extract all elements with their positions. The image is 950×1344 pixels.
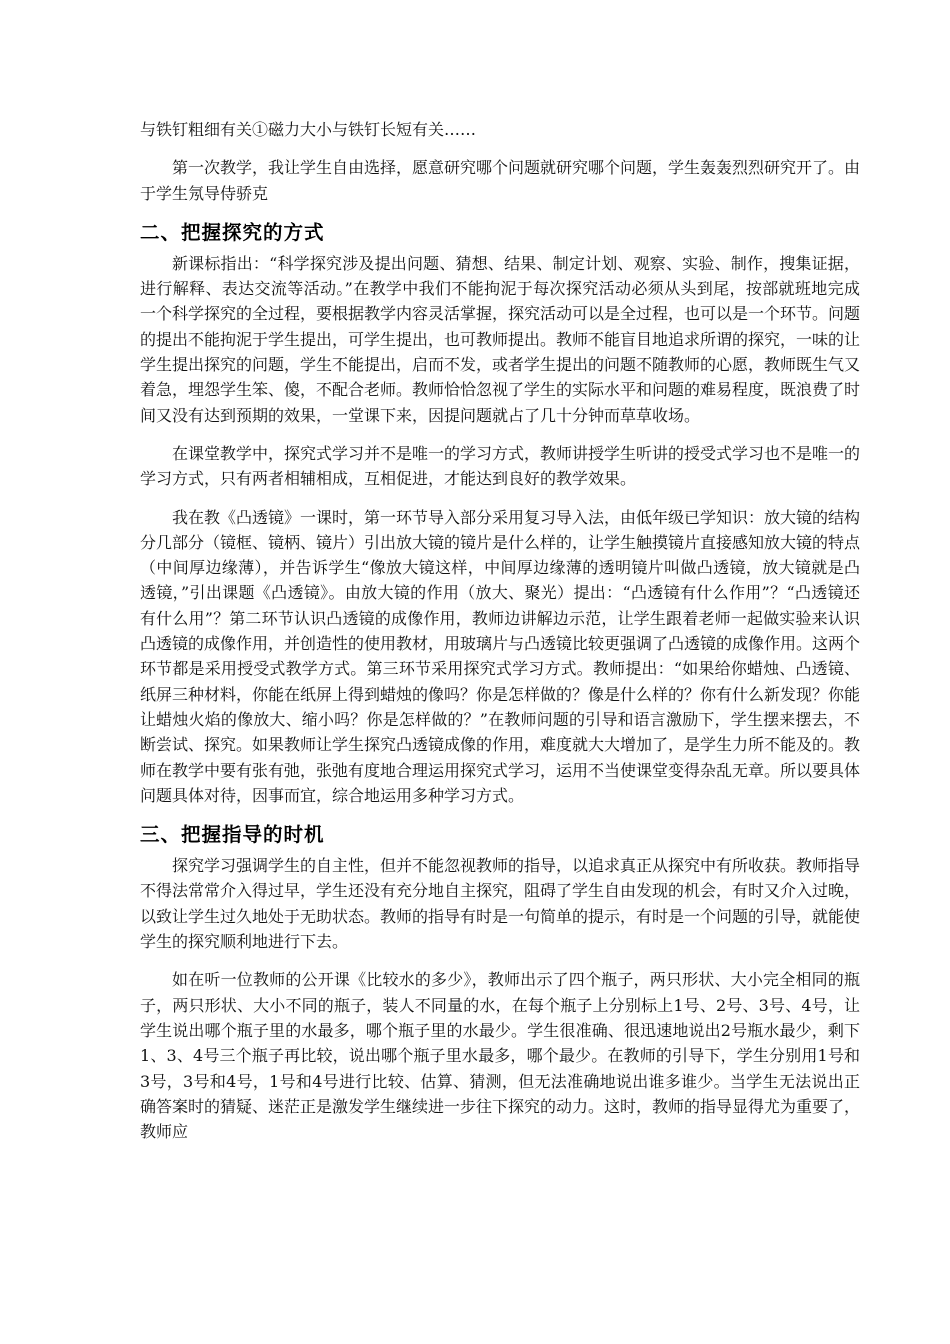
paragraph-first-teaching: 第一次教学，我让学生自由选择，愿意研究哪个问题就研究哪个问题，学生轰轰烈烈研究开了。由于学生氖导侍骄克 — [140, 158, 861, 203]
section-heading-3: 三、把握指导的时机 — [140, 823, 325, 847]
section3-paragraph-2: 如在听一位教师的公开课《比较水的多少》，教师出示了四个瓶子，两只形状、大小完全相同的瓶子，两只形状、大小不同的瓶子，装人不同量的水，在每个瓶子上分别标上1号、2号、3号、4号，让学生说出哪个瓶子里的水最多，哪个瓶子里的水最少。学生很准确、很迅速地说出2号瓶水最少，剩下1、3、4号三个瓶子再比较，说出哪个瓶子里水最多，哪个最少。在教师的引导下，学生分别用1号和3号，3号和4号，1号和4号进行比较、估算、猜测，但无法准确地说出谁多谁少。当学生无法说出正确答案时的猜疑、迷茫正是激发学生继续进一步往下探究的动力。这时，教师的指导显得尤为重要了，教师应 — [140, 970, 861, 1142]
section2-paragraph-3: 我在教《凸透镜》一课时，第一环节导入部分采用复习导入法，由低年级已学知识：放大镜的结构分几部分（镜框、镜柄、镜片）引出放大镜的镜片是什么样的，让学生触摸镜片直接感知放大镜的特点（中间厚边缘薄），并告诉学生“像放大镜这样，中间厚边缘薄的透明镜片叫做凸透镜，放大镜就是凸透镜，”引出课题《凸透镜》。由放大镜的作用（放大、聚光）提出：“凸透镜有什么作用”？“凸透镜还有什么用”？第二环节认识凸透镜的成像作用，教师边讲解边示范，让学生跟着老师一起做实验来认识凸透镜的成像作用，并创造性的使用教材，用玻璃片与凸透镜比较更强调了凸透镜的成像作用。这两个环节都是采用授受式教学方式。第三环节采用探究式学习方式。教师提出：“如果给你蜡烛、凸透镜、纸屏三种材料，你能在纸屏上得到蜡烛的像吗？你是怎样做的？像是什么样的？你有什么新发现？你能让蜡烛火焰的像放大、缩小吗？你是怎样做的？”在教师问题的引导和语言激励下，学生摆来摆去，不断尝试、探究。如果教师让学生探究凸透镜成像的作用，难度就大大增加了，是学生力所不能及的。教师在教学中要有张有弛，张弛有度地合理运用探究式学习，运用不当使课堂变得杂乱无章。所以要具体问题具体对待，因事而宜，综合地运用多种学习方式。 — [140, 507, 861, 805]
paragraph-continuation: 与铁钉粗细有关①磁力大小与铁钉长短有关…… — [140, 120, 477, 139]
section-heading-2: 二、把握探究的方式 — [140, 220, 325, 244]
section3-paragraph-1: 探究学习强调学生的自主性，但并不能忽视教师的指导，以追求真正从探究中有所收获。教师指导不得法常常介入得过早，学生还没有充分地自主探究，阻碍了学生自由发现的机会，有时又介入过晚，以致让学生过久地处于无助状态。教师的指导有时是一句简单的提示，有时是一个问题的引导，就能使学生的探究顺利地进行下去。 — [140, 856, 861, 952]
section2-paragraph-2: 在课堂教学中，探究式学习并不是唯一的学习方式，教师讲授学生听讲的授受式学习也不是唯一的学习方式，只有两者相辅相成，互相促进，才能达到良好的教学效果。 — [140, 443, 861, 489]
document-page — [140, 117, 860, 1144]
section2-paragraph-1: 新课标指出：“科学探究涉及提出问题、猜想、结果、制定计划、观察、实验、制作，搜集证据，进行解释、表达交流等活动。”在教学中我们不能拘泥于每次探究活动必须从头到尾，按部就班地完成一个科学探究的全过程，要根据教学内容灵活掌握，探究活动可以是全过程，也可以是一个环节。问题的提出不能拘泥于学生提出，可学生提出，也可教师提出。教师不能盲目地追求所谓的探究，一味的让学生提出探究的问题，学生不能提出，启而不发，或者学生提出的问题不随教师的心愿，教师既生气又着急，埋怨学生笨、傻，不配合老师。教师恰恰忽视了学生的实际水平和问题的难易程度，既浪费了时间又没有达到预期的效果，一堂课下来，因提问题就占了几十分钟而草草收场。 — [140, 253, 861, 425]
